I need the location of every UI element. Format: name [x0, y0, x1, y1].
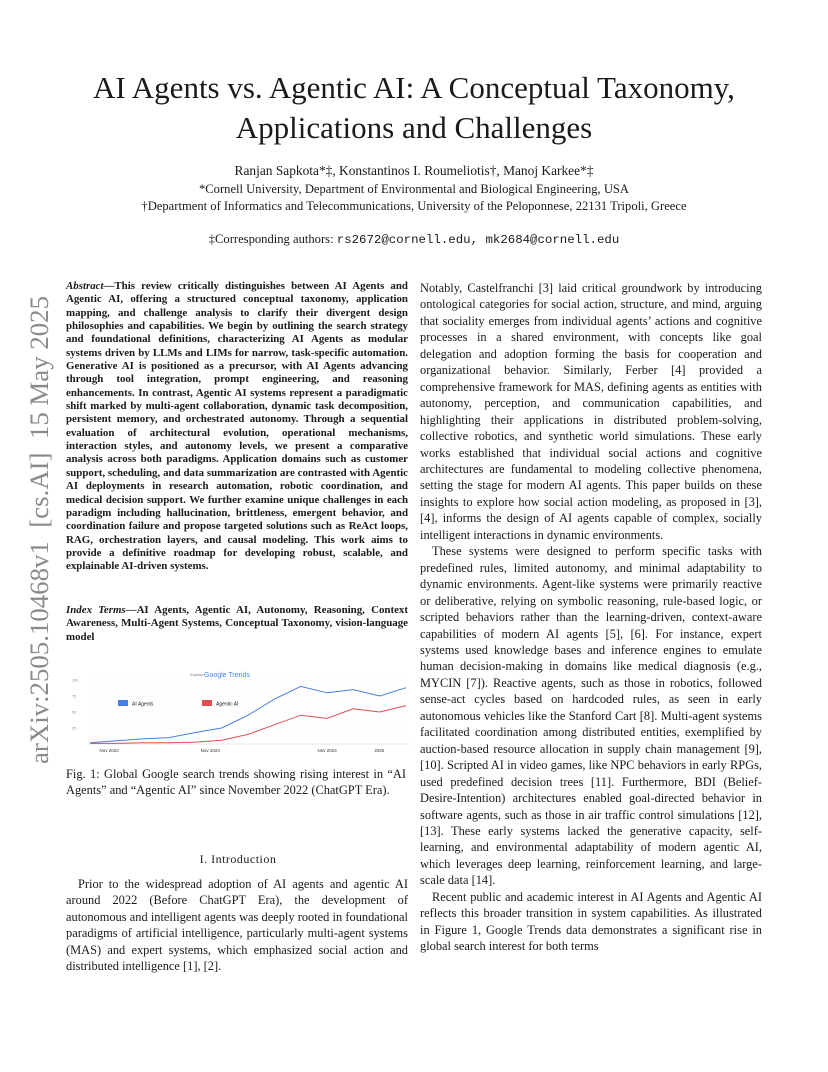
x-tick-label: Nov 2023: [200, 748, 220, 753]
arxiv-id-text: arXiv:2505.10468v1 [cs.AI] 15 May 2025: [25, 310, 54, 764]
author-list: Ranjan Sapkota*‡, Konstantinos I. Roumeliotis†, Manoj Karkee*‡: [234, 163, 594, 178]
series-line-agentic-ai: [90, 706, 406, 744]
paragraph-recent-interest: Recent public and academic interest in AI Agents and Agentic AI reflects this broader transition in system capabilities. As illustrated in Figure 1, Google Trends data demonstrates a significant rise in global search interest for both terms: [420, 889, 762, 954]
abstract-text: —This review critically distinguishes between AI Agents and Agentic AI, offering a structured conceptual taxonomy, application mapping, and challenge analysis to clarify their divergent design philosophies and capabilities. We begin by outlining the search strategy and foundational definitions, characterizing AI Agents as modular systems driven by LLMs and LIMs for narrow, task-specific automation. Generative AI is positioned as a precursor, with AI Agents advancing through tool integration, prompt engineering, and reasoning enhancements. In contrast, Agentic AI systems represent a paradigmatic shift marked by multi-agent collaboration, dynamic task decomposition, persistent memory, and orchestrated autonomy. Through a sequential evaluation of architectural evolution, operational mechanisms, interaction styles, and autonomy levels, we present a comparative analysis across both paradigms. Application domains such as customer support, scheduling, and data summarization are contrasted with Agentic AI deployments in research automation, robotic coordination, and medical decision support. We further examine unique challenges in each paradigm including hallucination, brittleness, emergent behavior, and coordination failure and propose targeted solutions such as ReAct loops, RAG, orchestration layers, and causal modeling. This work aims to provide a definitive roadmap for developing robust, scalable, and explainable AI-driven systems.: [66, 280, 408, 573]
y-tick-label: 25: [72, 726, 76, 731]
paragraph-castelfranchi: Notably, Castelfranchi [3] laid critical groundwork by introducing ontological categories for social action, structure, and mind, arguing that sociality emerges from individual agents’ actions and cognitive processes in a shared environment, with concepts like goal delegation and adoption forming the basis for cooperation and organizational behavior. Similarly, Ferber [4] provided a comprehensive framework for MAS, defining agents as entities with autonomy, perception, and communication capabilities, and highlighting their applications in distributed problem-solving, collective robotics, and synthetic world simulations. These early works established that individual social actions and cognitive architectures are fundamental to modeling collective phenomena, setting the stage for modern AI agents. This paper builds on these insights to explore how social action modeling, as proposed in [3], [4], informs the design of AI agents capable of complex, socially intelligent interactions in dynamic environments.: [420, 281, 762, 542]
corresponding-emails: rs2672@cornell.edu, mk2684@cornell.edu: [336, 233, 620, 247]
y-tick-label: 50: [72, 710, 76, 715]
trends-brand: Google Trends: [204, 672, 250, 679]
x-tick-label: Nov 2024: [317, 748, 337, 753]
legend-swatch-agentic-ai: [202, 700, 212, 706]
corresponding-authors: [60, 232, 768, 247]
trends-header-small: Explore: [190, 672, 204, 677]
legend-label-agentic-ai: Agentic AI: [216, 701, 239, 708]
y-tick-label: 75: [72, 694, 76, 699]
intro-text: Prior to the widespread adoption of AI agents and agentic AI around 2022 (Before ChatGPT Era), the development of autonomous and intelligent agents was deeply rooted in foundational paradigms of artificial intelligence, particularly multi-agent systems (MAS) and expert systems, which emphasized social action and distributed intelligence [1], [2].: [66, 877, 408, 974]
right-column: [420, 280, 762, 955]
intro-paragraph: [66, 876, 408, 975]
affiliation-1: *Cornell University, Department of Environmental and Biological Engineering, USA: [198, 182, 630, 196]
index-terms: [66, 604, 408, 644]
affiliation-2: †Department of Informatics and Telecommunications, University of the Peloponnese, 22131 Tripoli, Greece: [141, 199, 687, 213]
arxiv-identifier: [14, 290, 58, 770]
x-tick-label: Nov 2022: [99, 748, 119, 753]
y-tick-label: 100: [72, 678, 78, 683]
abstract: [66, 280, 408, 574]
section-heading-introduction: I. Introduction: [199, 852, 277, 866]
legend-label-ai-agents: AI Agents: [132, 701, 154, 708]
figure-google-trends: [66, 664, 410, 760]
legend-swatch-ai-agents: [118, 700, 128, 706]
corresponding-label: ‡Corresponding authors:: [208, 232, 337, 246]
abstract-label: Abstract: [66, 280, 104, 292]
x-axis-ticks: [99, 748, 384, 753]
figure-caption: Fig. 1: Global Google search trends showing rising interest in “AI Agents” and “Agentic AI” since November 2022 (ChatGPT Era).: [66, 767, 406, 798]
paper-title: AI Agents vs. Agentic AI: A Conceptual Taxonomy, Applications and Challenges: [93, 70, 735, 145]
paragraph-early-systems: These systems were designed to perform specific tasks with predefined rules, limited autonomy, and minimal adaptability to dynamic environments. Agent-like systems were primarily reactive or deliberative, relying on symbolic reasoning, rule-based logic, or scripted behaviors rather than the learning-driven, context-aware capabilities of modern AI agents [5], [6]. For instance, expert systems used knowledge bases and inference engines to emulate human decision-making in domains like medical diagnosis (e.g., MYCIN [7]). Reactive agents, such as those in robotics, followed sense-act cycles based on hardcoded rules, as seen in early autonomous vehicles like the Stanford Cart [8]. Multi-agent systems facilitated coordination among distributed entities, exemplified by auction-based resource allocation in supply chain management [9], [10]. Scripted AI in video games, like NPC behaviors in early RPGs, used predefined decision trees [11]. Furthermore, BDI (Belief-Desire-Intention) architectures enabled goal-directed behavior in software agents, such as those in air traffic control simulations [12], [13]. These early systems lacked the generative capacity, self-learning, and environmental adaptability of modern agentic AI, which leverages deep learning, reinforcement learning, and large-scale data [14].: [420, 544, 762, 888]
index-terms-text: —AI Agents, Agentic AI, Autonomy, Reasoning, Context Awareness, Multi-Agent Systems, Conceptual Taxonomy, vision-language model: [66, 604, 408, 643]
trends-chart: [66, 664, 410, 760]
x-tick-label: 2025: [374, 748, 385, 753]
index-terms-label: Index Terms: [66, 604, 126, 616]
